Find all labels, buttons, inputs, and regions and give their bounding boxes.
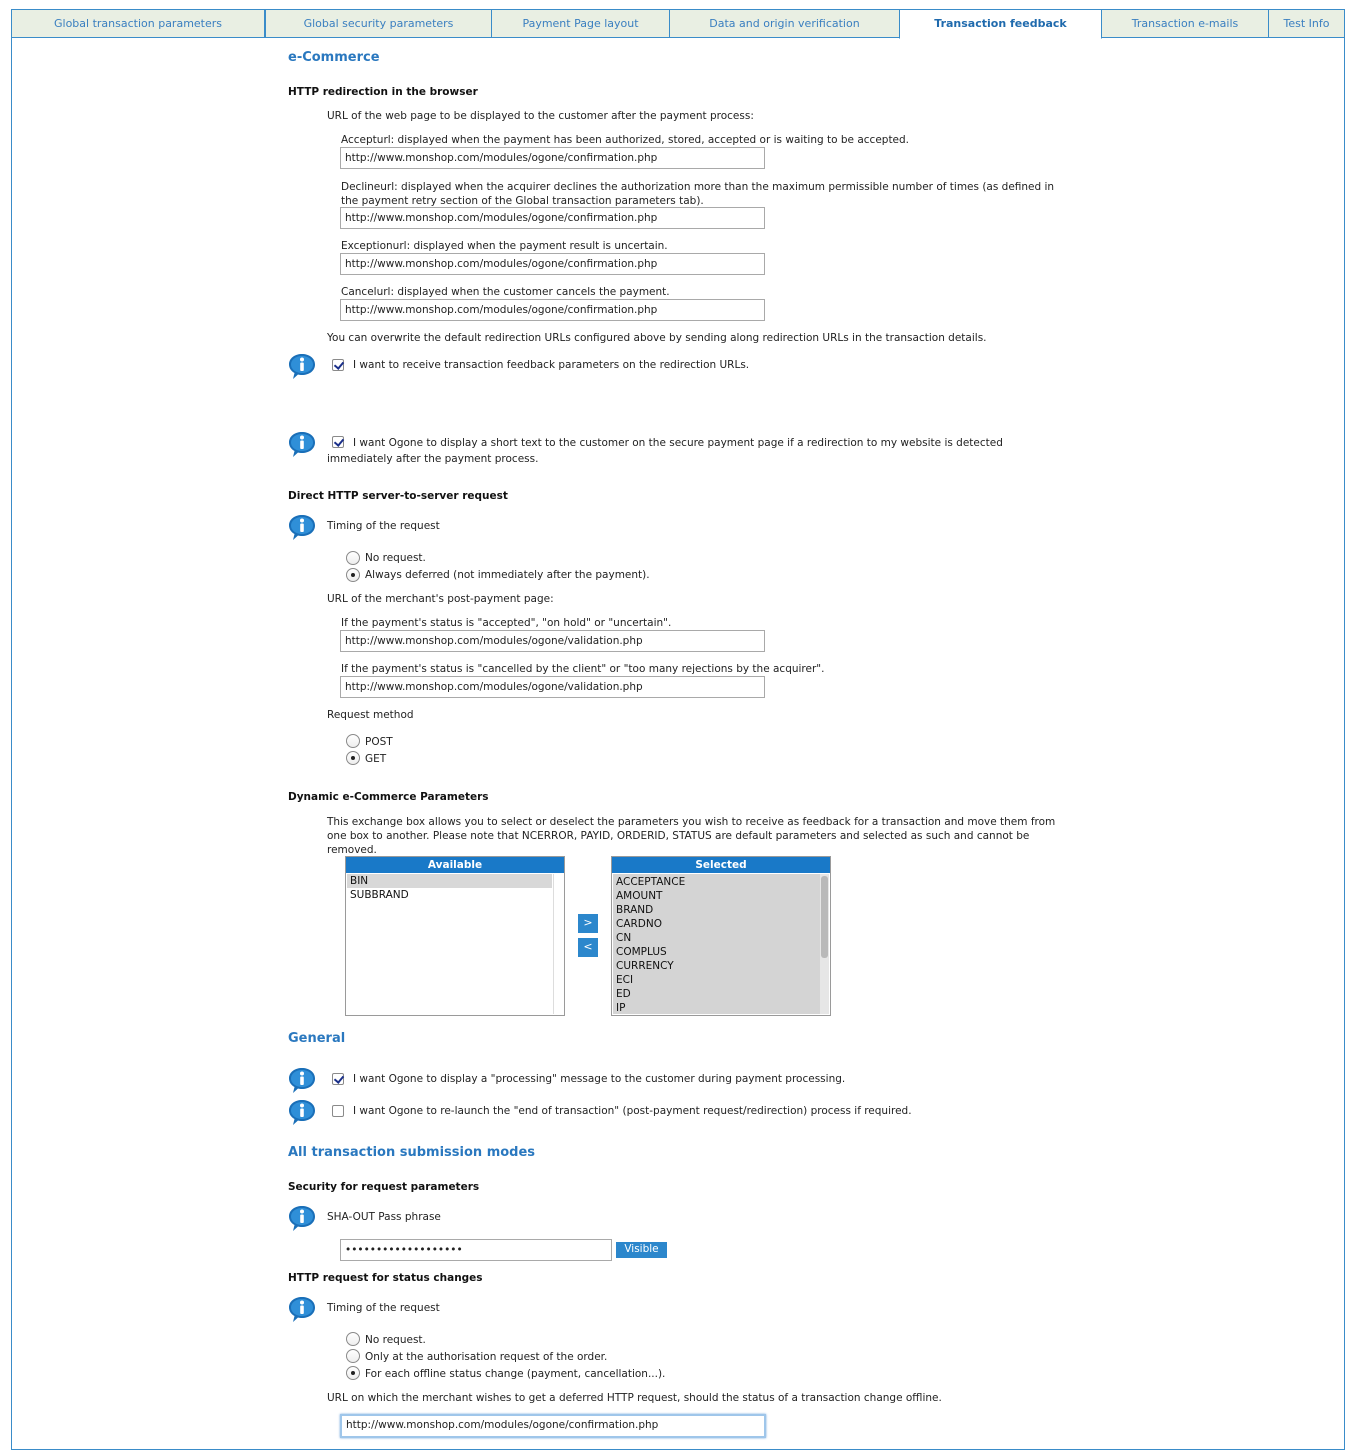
tab-content-panel xyxy=(11,38,1345,1450)
accepted-status-url-input[interactable]: http://www.monshop.com/modules/ogone/validation.php xyxy=(340,630,765,652)
server-timing-deferred-radio[interactable] xyxy=(346,568,360,582)
cancelurl-input[interactable]: http://www.monshop.com/modules/ogone/confirmation.php xyxy=(340,299,765,321)
status-timing-label: Timing of the request xyxy=(327,1302,440,1314)
sha-out-label: SHA-OUT Pass phrase xyxy=(327,1211,441,1223)
cancelled-status-label: If the payment's status is "cancelled by the client" or "too many rejections by the acquirer". xyxy=(341,663,825,675)
status-timing-no-request-radio[interactable] xyxy=(346,1332,360,1346)
dynamic-parameters-description: This exchange box allows you to select or deselect the parameters you wish to receive as feedback for a transaction and move them from one box to another. Please note that NCERROR, PAYID, ORDERID, STATUS are default parameters and selected as such and cannot be removed. xyxy=(327,816,1056,856)
list-item[interactable]: SUBBRAND xyxy=(350,889,409,901)
info-icon[interactable] xyxy=(288,1066,316,1094)
info-icon[interactable] xyxy=(288,1204,316,1232)
heading-server-request: Direct HTTP server-to-server request xyxy=(288,490,508,502)
list-item[interactable]: CN xyxy=(616,932,632,944)
selected-list-scrollbar[interactable] xyxy=(820,874,829,1014)
info-icon[interactable] xyxy=(288,352,316,380)
list-item[interactable]: CARDNO xyxy=(616,918,663,930)
tab-payment-page-layout[interactable]: Payment Page layout xyxy=(491,9,670,38)
method-option-label: GET xyxy=(365,753,387,765)
sha-out-passphrase-input[interactable]: ••••••••••••••••••• xyxy=(340,1239,612,1261)
tab-test-info[interactable]: Test Info xyxy=(1268,9,1345,38)
cancelled-status-url-input[interactable]: http://www.monshop.com/modules/ogone/validation.php xyxy=(340,676,765,698)
redirection-intro: URL of the web page to be displayed to the customer after the payment process: xyxy=(327,110,754,122)
deferred-url-input[interactable]: http://www.monshop.com/modules/ogone/confirmation.php xyxy=(340,1414,766,1438)
status-timing-option-label: No request. xyxy=(365,1334,426,1346)
method-post-radio[interactable] xyxy=(346,734,360,748)
feedback-params-checkbox[interactable] xyxy=(332,359,344,371)
tab-global-transaction-parameters[interactable]: Global transaction parameters xyxy=(11,9,265,38)
section-title-ecommerce: e-Commerce xyxy=(288,50,380,65)
section-title-general: General xyxy=(288,1031,346,1046)
selected-list-header: Selected xyxy=(612,857,830,873)
tab-data-origin-verification[interactable]: Data and origin verification xyxy=(669,9,900,38)
status-timing-each-offline-radio[interactable] xyxy=(346,1366,360,1380)
list-item[interactable]: AMOUNT xyxy=(616,890,663,902)
list-item[interactable]: ED xyxy=(616,988,631,1000)
method-get-radio[interactable] xyxy=(346,751,360,765)
list-item[interactable]: ECI xyxy=(616,974,634,986)
heading-http-redirection: HTTP redirection in the browser xyxy=(288,86,478,98)
accepturl-label: Accepturl: displayed when the payment has been authorized, stored, accepted or is waiting to be accepted. xyxy=(341,134,910,146)
server-timing-option-label: No request. xyxy=(365,552,426,564)
processing-message-label: I want Ogone to display a "processing" message to the customer during payment processing. xyxy=(353,1073,846,1085)
move-left-button[interactable]: < xyxy=(578,938,598,957)
info-icon[interactable] xyxy=(288,1295,316,1323)
server-timing-option-label: Always deferred (not immediately after the payment). xyxy=(365,569,650,581)
processing-message-checkbox[interactable] xyxy=(332,1073,344,1085)
relaunch-process-label: I want Ogone to re-launch the "end of transaction" (post-payment request/redirection) process if required. xyxy=(353,1105,912,1117)
cancelurl-label: Cancelurl: displayed when the customer cancels the payment. xyxy=(341,286,670,298)
available-list-scrollbar[interactable] xyxy=(553,874,563,1014)
status-timing-authorisation-radio[interactable] xyxy=(346,1349,360,1363)
list-item[interactable]: ACCEPTANCE xyxy=(616,876,686,888)
feedback-params-label: I want to receive transaction feedback parameters on the redirection URLs. xyxy=(353,359,750,371)
relaunch-process-checkbox[interactable] xyxy=(332,1105,344,1117)
overwrite-note: You can overwrite the default redirection URLs configured above by sending along redirection URLs in the transaction details. xyxy=(327,332,987,344)
list-item[interactable]: BIN xyxy=(347,874,552,888)
list-item[interactable]: IP xyxy=(616,1002,626,1014)
server-timing-label: Timing of the request xyxy=(327,520,440,532)
selected-parameters-list[interactable] xyxy=(611,856,831,1016)
heading-dynamic-parameters: Dynamic e-Commerce Parameters xyxy=(288,791,489,803)
list-item[interactable]: COMPLUS xyxy=(616,946,667,958)
tab-transaction-feedback[interactable]: Transaction feedback xyxy=(899,9,1102,39)
tab-bar xyxy=(11,9,1345,39)
status-timing-option-label: Only at the authorisation request of the order. xyxy=(365,1351,608,1363)
move-right-button[interactable]: > xyxy=(578,914,598,933)
server-timing-no-request-radio[interactable] xyxy=(346,551,360,565)
accepted-status-label: If the payment's status is "accepted", "on hold" or "uncertain". xyxy=(341,617,672,629)
info-icon[interactable] xyxy=(288,430,316,458)
info-icon[interactable] xyxy=(288,513,316,541)
tab-transaction-emails[interactable]: Transaction e-mails xyxy=(1101,9,1269,38)
declineurl-label: Declineurl: displayed when the acquirer declines the authorization more than the maximum permissible number of times (as defined in the payment retry section of the Global transaction parameters tab). xyxy=(341,181,1055,207)
heading-security-request-parameters: Security for request parameters xyxy=(288,1181,480,1193)
exceptionurl-input[interactable]: http://www.monshop.com/modules/ogone/confirmation.php xyxy=(340,253,765,275)
exceptionurl-label: Exceptionurl: displayed when the payment result is uncertain. xyxy=(341,240,668,252)
status-timing-option-label: For each offline status change (payment, cancellation...). xyxy=(365,1368,666,1380)
available-list-header: Available xyxy=(346,857,564,873)
available-parameters-list[interactable] xyxy=(345,856,565,1016)
deferred-url-label: URL on which the merchant wishes to get a deferred HTTP request, should the status of a transaction change offline. xyxy=(327,1392,942,1404)
request-method-label: Request method xyxy=(327,709,414,721)
scrollbar-thumb[interactable] xyxy=(821,876,828,958)
post-payment-url-intro: URL of the merchant's post-payment page: xyxy=(327,593,554,605)
info-icon[interactable] xyxy=(288,1098,316,1126)
accepturl-input[interactable]: http://www.monshop.com/modules/ogone/confirmation.php xyxy=(340,147,765,169)
declineurl-input[interactable]: http://www.monshop.com/modules/ogone/confirmation.php xyxy=(340,207,765,229)
visible-button[interactable]: Visible xyxy=(616,1242,667,1258)
tab-global-security-parameters[interactable]: Global security parameters xyxy=(265,9,492,38)
short-text-label: I want Ogone to display a short text to the customer on the secure payment page if a redirection to my website is detected immediately after the payment process. xyxy=(327,437,1003,465)
method-option-label: POST xyxy=(365,736,393,748)
section-title-all-modes: All transaction submission modes xyxy=(288,1145,536,1160)
heading-status-change-request: HTTP request for status changes xyxy=(288,1272,483,1284)
list-item[interactable]: BRAND xyxy=(616,904,654,916)
list-item[interactable]: CURRENCY xyxy=(616,960,674,972)
